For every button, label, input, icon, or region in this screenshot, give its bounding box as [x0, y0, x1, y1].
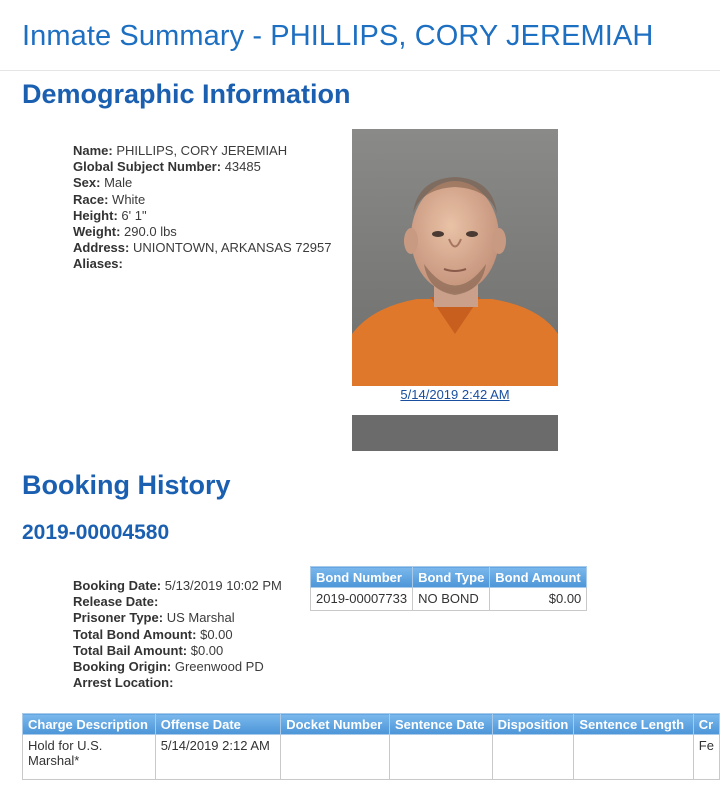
charge-header-cell[interactable]: Charge Description: [23, 714, 156, 735]
field-booking-date: Booking Date: 5/13/2019 10:02 PM: [73, 578, 282, 593]
field-height: Height: 6' 1": [73, 207, 147, 223]
bond-table-header: [311, 567, 587, 588]
offense-date-cell: 5/14/2019 2:12 AM: [155, 735, 281, 780]
charge-header-cell[interactable]: Docket Number: [281, 714, 390, 735]
booking-number: 2019-00004580: [22, 521, 170, 544]
field-sex: Sex: Male: [73, 175, 133, 191]
charge-header-cell[interactable]: Offense Date: [155, 714, 281, 735]
bond-type-cell: NO BOND: [413, 588, 490, 611]
disposition-cell: [492, 735, 574, 780]
sentence-length-cell: [574, 735, 693, 780]
mugshot-photo[interactable]: [352, 129, 558, 386]
title-divider: [0, 70, 720, 71]
field-prisoner-type: Prisoner Type: US Marshal: [73, 610, 235, 626]
charge-description-cell: Hold for U.S. Marshal*: [23, 735, 156, 780]
photo-thumbnail-strip: [352, 415, 558, 451]
field-address: Address: UNIONTOWN, ARKANSAS 72957: [73, 240, 332, 256]
bond-number-cell: 2019-00007733: [311, 588, 413, 611]
field-release-date: Release Date:: [73, 594, 159, 610]
charge-table: [22, 713, 720, 780]
page-title: Inmate Summary - PHILLIPS, CORY JEREMIAH: [22, 20, 654, 52]
sentence-date-cell: [389, 735, 492, 780]
charge-header-cell[interactable]: Sentence Date: [389, 714, 492, 735]
charge-header-cell[interactable]: Cr: [693, 714, 719, 735]
charge-header-cell[interactable]: Sentence Length: [574, 714, 693, 735]
demographic-fields: [73, 143, 331, 273]
bond-header-cell[interactable]: Bond Amount: [490, 567, 587, 588]
field-race: Race: White: [73, 191, 146, 207]
docket-number-cell: [281, 735, 390, 780]
demographic-heading: Demographic Information: [22, 79, 351, 109]
field-arrest-location: Arrest Location:: [73, 675, 174, 691]
booking-fields: [73, 578, 282, 691]
photo-date-link[interactable]: 5/14/2019 2:42 AM: [400, 387, 510, 402]
bond-header-cell[interactable]: Bond Type: [413, 567, 490, 588]
crime-class-cell: Fe: [693, 735, 719, 780]
booking-history-heading: Booking History: [22, 470, 231, 500]
table-row: [23, 735, 720, 780]
bond-amount-cell: $0.00: [490, 588, 587, 611]
field-aliases: Aliases:: [73, 256, 123, 272]
field-total-bond-amount: Total Bond Amount: $0.00: [73, 626, 233, 642]
bond-header-cell[interactable]: Bond Number: [311, 567, 413, 588]
field-booking-origin: Booking Origin: Greenwood PD: [73, 659, 264, 675]
field-name: Name: PHILLIPS, CORY JEREMIAH: [73, 143, 288, 158]
field-total-bail-amount: Total Bail Amount: $0.00: [73, 642, 224, 658]
field-global-subject-number: Global Subject Number: 43485: [73, 159, 261, 175]
bond-table: [310, 566, 587, 611]
charge-header-cell[interactable]: Disposition: [492, 714, 574, 735]
field-weight: Weight: 290.0 lbs: [73, 224, 177, 240]
table-row: [311, 588, 587, 611]
charge-table-header: [23, 714, 720, 735]
